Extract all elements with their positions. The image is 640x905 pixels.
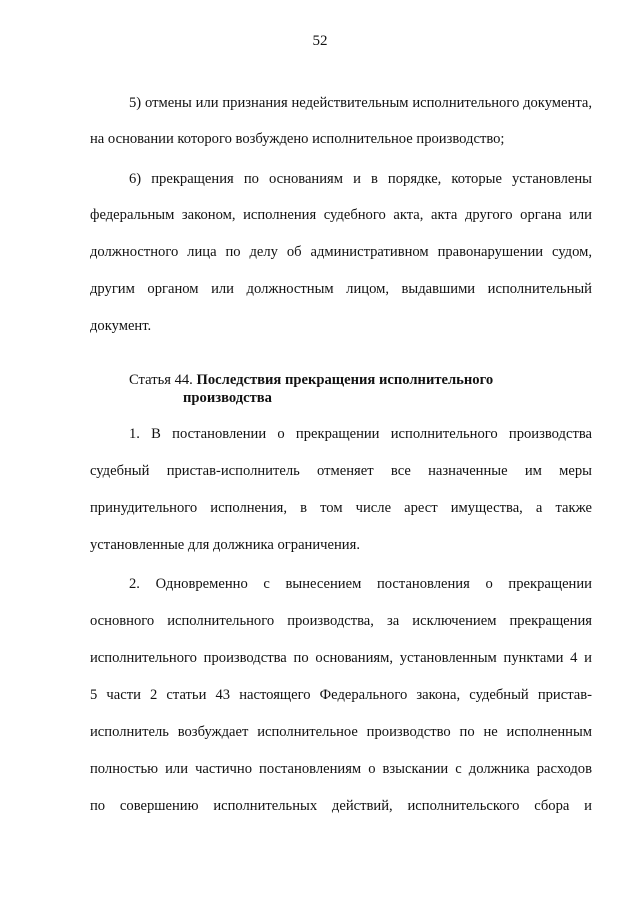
para-2-line-7: по совершению исполнительных действий, исполнительского сбора и <box>90 798 592 814</box>
item-5-line-1: 5) отмены или признания недействительным исполнительного документа, <box>129 95 592 111</box>
page-number: 52 <box>312 33 328 49</box>
item-6-line-5: документ. <box>90 318 152 334</box>
para-2-line-6: полностью или частично постановлениям о взыскании с должника расходов <box>90 761 592 777</box>
para-1-line-4: установленные для должника ограничения. <box>90 537 360 553</box>
para-1-line-3: принудительного исполнения, в том числе арест имущества, а также <box>90 500 592 516</box>
para-2-line-5: исполнитель возбуждает исполнительное производство по не исполненным <box>90 724 592 740</box>
para-2-line-1: 2. Одновременно с вынесением постановления о прекращении <box>129 576 592 592</box>
para-2-line-2: основного исполнительного производства, за исключением прекращения <box>90 613 592 629</box>
para-1-line-1: 1. В постановлении о прекращении исполнительного производства <box>129 426 592 442</box>
item-6-line-3: должностного лица по делу об административном правонарушении судом, <box>90 244 592 260</box>
item-6-line-2: федеральным законом, исполнения судебного акта, акта другого органа или <box>90 207 592 223</box>
article-prefix: Статья 44. <box>129 372 193 388</box>
article-heading <box>129 371 493 389</box>
article-title-line-2: производства <box>183 390 272 406</box>
item-5-line-2: на основании которого возбуждено исполнительное производство; <box>90 131 505 147</box>
item-6-line-4: другим органом или должностным лицом, выдавшими исполнительный <box>90 281 592 297</box>
para-2-line-4: 5 части 2 статьи 43 настоящего Федерального закона, судебный пристав- <box>90 687 592 703</box>
article-title-line-1: Последствия прекращения исполнительного <box>196 372 494 388</box>
item-6-line-1: 6) прекращения по основаниям и в порядке, которые установлены <box>129 171 592 187</box>
para-2-line-3: исполнительного производства по основаниям, установленным пунктами 4 и <box>90 650 592 666</box>
para-1-line-2: судебный пристав-исполнитель отменяет все назначенные им меры <box>90 463 592 479</box>
